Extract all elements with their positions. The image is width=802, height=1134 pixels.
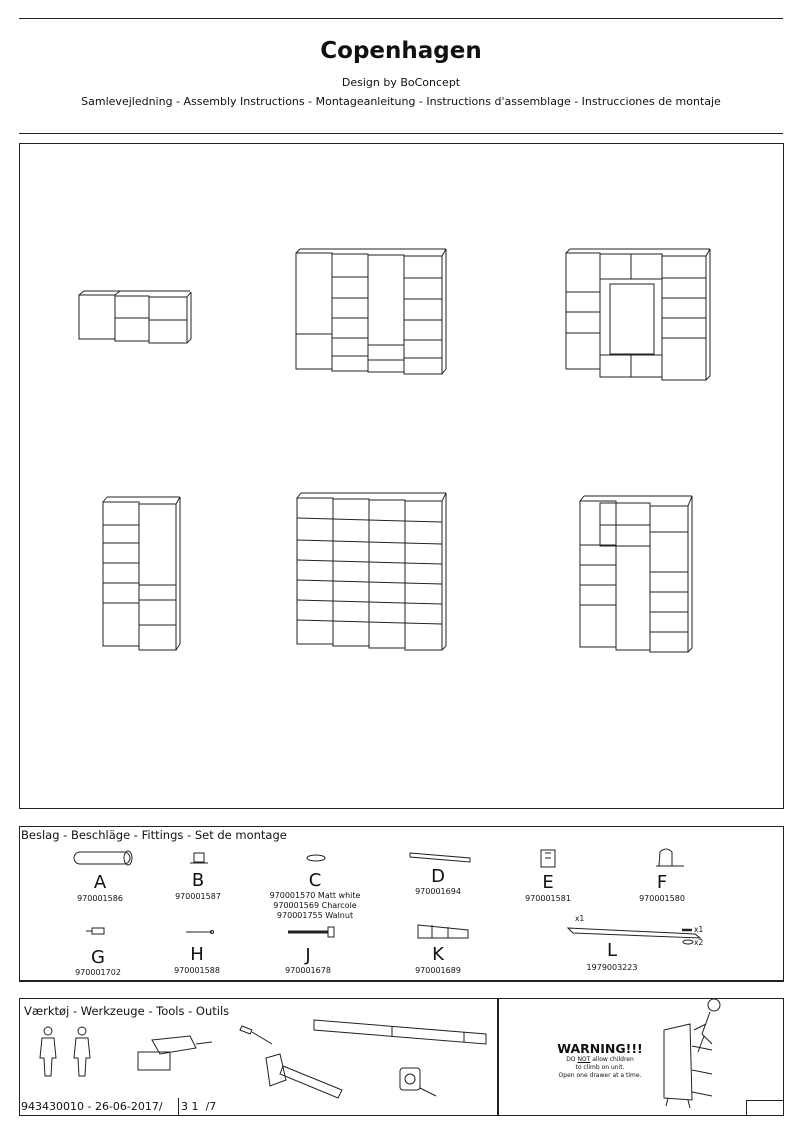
fitting-b-code: 970001587 bbox=[175, 892, 221, 901]
fitting-f-letter: F bbox=[656, 872, 668, 893]
document-id: 943430010 - 26-06-2017/ bbox=[21, 1100, 163, 1113]
fitting-k-code: 970001689 bbox=[415, 966, 461, 975]
fitting-b-letter: B bbox=[191, 870, 205, 891]
document-subtitle: Samlevejledning - Assembly Instructions - Montageanleitung - Instructions d'assemblage - Instrucciones de montaje bbox=[81, 95, 721, 108]
fitting-a-letter: A bbox=[93, 872, 107, 893]
warning-line-2: to climb on unit. bbox=[575, 1064, 625, 1071]
fitting-d-letter: D bbox=[431, 866, 445, 887]
fitting-g-code: 970001702 bbox=[75, 968, 121, 977]
fitting-a-code: 970001586 bbox=[77, 894, 123, 903]
designer-credit: Design by BoConcept bbox=[341, 76, 461, 89]
warning-line-1-pre: DO bbox=[566, 1056, 578, 1063]
fitting-l-screw-qty: x1 bbox=[694, 925, 704, 934]
fitting-l-washer-qty: x2 bbox=[694, 938, 704, 947]
fitting-k-letter: K bbox=[432, 944, 444, 965]
fitting-j-code: 970001678 bbox=[285, 966, 331, 975]
page-number: 3 1 /7 bbox=[181, 1100, 217, 1113]
fittings-heading: Beslag - Beschläge - Fittings - Set de montage bbox=[21, 828, 287, 842]
page-corner-box bbox=[746, 1100, 784, 1116]
warning-title: WARNING!!! bbox=[557, 1041, 643, 1056]
fitting-h-letter: H bbox=[190, 944, 204, 965]
fitting-c-code-2: 970001569 Charcole bbox=[273, 901, 357, 910]
page-number-box bbox=[178, 1098, 498, 1116]
fitting-c-code-3: 970001755 Walnut bbox=[276, 911, 354, 920]
warning-line-3: Open one drawer at a time. bbox=[558, 1072, 642, 1079]
page-title: Copenhagen bbox=[320, 38, 482, 64]
fitting-c-letter: C bbox=[308, 870, 322, 891]
fitting-d-code: 970001694 bbox=[415, 887, 461, 896]
fitting-l-letter: L bbox=[606, 940, 618, 961]
fitting-l-code: 1979003223 bbox=[586, 963, 638, 972]
warning-not: NOT bbox=[577, 1056, 591, 1063]
fitting-g-letter: G bbox=[91, 947, 105, 968]
warning-line-1-post: allow children bbox=[590, 1056, 634, 1063]
fitting-l-rail-qty: x1 bbox=[575, 914, 585, 923]
fitting-j-letter: J bbox=[305, 945, 311, 966]
fitting-f-code: 970001580 bbox=[639, 894, 685, 903]
fitting-c-code-1: 970001570 Matt white bbox=[269, 891, 361, 900]
footer bbox=[21, 1100, 163, 1113]
fitting-e-code: 970001581 bbox=[525, 894, 571, 903]
fitting-e-letter: E bbox=[542, 872, 554, 893]
tools-heading: Værktøj - Werkzeuge - Tools - Outils bbox=[24, 1004, 230, 1018]
fitting-h-code: 970001588 bbox=[174, 966, 220, 975]
